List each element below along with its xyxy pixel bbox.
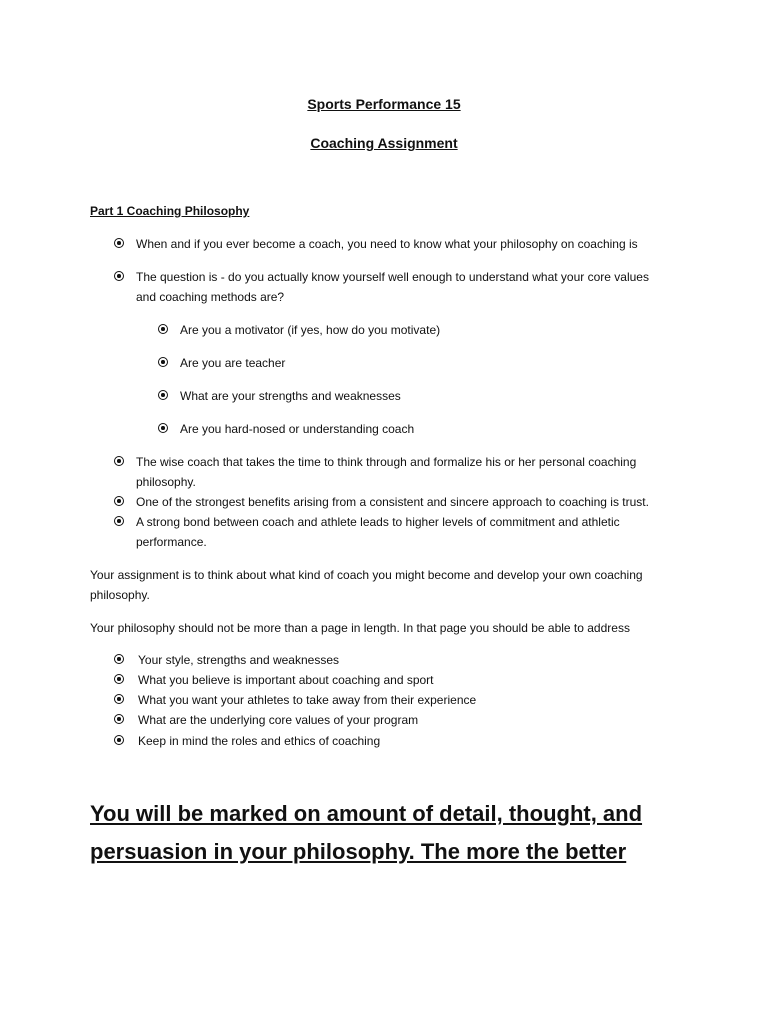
circle-bullet-icon [114,714,124,724]
circle-bullet-icon [114,735,124,745]
list-item-text: What you believe is important about coaching and sport [138,673,434,687]
list-item-text: Are you hard-nosed or understanding coach [180,422,415,436]
list-item [158,386,698,406]
list-item [114,710,674,730]
list-item-text: What are the underlying core values of your program [138,713,419,727]
length-paragraph: Your philosophy should not be more than a page in length. In that page you should be able to address [90,621,630,635]
list-item [114,452,684,492]
circle-bullet-icon [114,694,124,704]
list-item [114,492,704,512]
circle-bullet-icon [114,496,124,506]
list-item [114,650,674,670]
circle-bullet-icon [114,516,124,526]
list-item [114,512,684,552]
circle-bullet-icon [158,357,168,367]
circle-bullet-icon [114,654,124,664]
list-item [114,690,674,710]
document-title: Sports Performance 15 [307,96,461,112]
list-item-text: The wise coach that takes the time to think through and formalize his or her personal coaching philosophy. [136,455,637,489]
list-item-text: Your style, strengths and weaknesses [138,653,340,667]
assignment-paragraph: Your assignment is to think about what kind of coach you might become and develop your own coaching philosophy. [90,568,643,602]
list-item-text: Are you are teacher [180,356,286,370]
list-item [158,353,698,373]
list-item [114,234,704,254]
list-item [114,670,674,690]
circle-bullet-icon [158,390,168,400]
list-item-text: A strong bond between coach and athlete leads to higher levels of commitment and athletic performance. [136,515,620,549]
part1-heading: Part 1 Coaching Philosophy [90,204,250,218]
list-item [158,320,698,340]
marking-note: You will be marked on amount of detail, thought, and persuasion in your philosophy. The more the better [90,801,643,864]
list-item-text: When and if you ever become a coach, you need to know what your philosophy on coaching is [136,237,638,251]
circle-bullet-icon [114,674,124,684]
circle-bullet-icon [158,324,168,334]
list-item-text: Are you a motivator (if yes, how do you motivate) [180,323,441,337]
document-subtitle: Coaching Assignment [310,135,458,151]
list-item [114,267,654,307]
list-item-text: One of the strongest benefits arising from a consistent and sincere approach to coaching is trust. [136,495,649,509]
list-item-text: What are your strengths and weaknesses [180,389,401,403]
circle-bullet-icon [158,423,168,433]
circle-bullet-icon [114,456,124,466]
list-item-text: What you want your athletes to take away from their experience [138,693,477,707]
list-item-text: The question is - do you actually know yourself well enough to understand what your core values and coaching methods are? [136,270,649,304]
list-item [158,419,698,439]
list-item [114,731,674,751]
circle-bullet-icon [114,238,124,248]
circle-bullet-icon [114,271,124,281]
list-item-text: Keep in mind the roles and ethics of coaching [138,734,381,748]
